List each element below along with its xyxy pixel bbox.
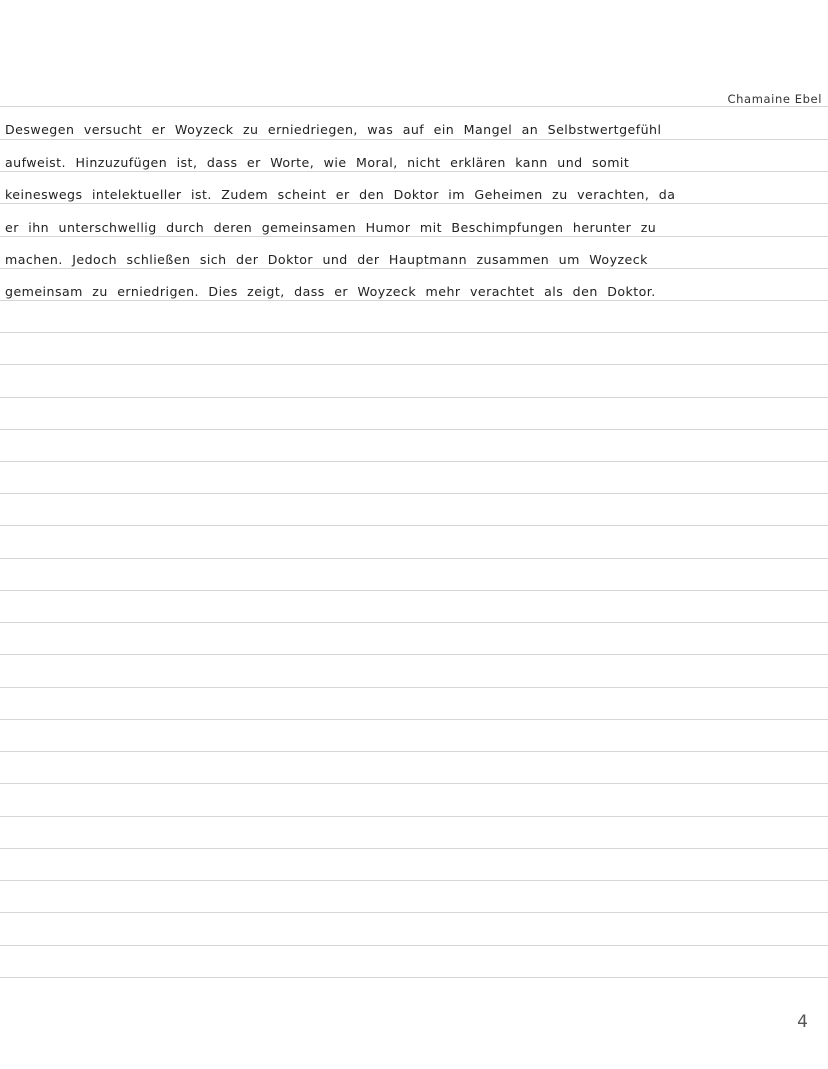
ruled-line [0, 912, 828, 913]
ruled-line [0, 300, 828, 301]
ruled-line [0, 139, 828, 140]
text-line: aufweist. Hinzuzufügen ist, dass er Worte, wie Moral, nicht erklären kann und somit [5, 155, 630, 170]
ruled-line [0, 622, 828, 623]
author-name: Chamaine Ebel [727, 92, 822, 106]
ruled-line [0, 880, 828, 881]
page-number: 4 [797, 1012, 808, 1032]
ruled-line [0, 332, 828, 333]
ruled-line [0, 171, 828, 172]
ruled-line [0, 816, 828, 817]
ruled-line [0, 687, 828, 688]
ruled-line [0, 945, 828, 946]
text-line: er ihn unterschwellig durch deren gemeinsamen Humor mit Beschimpfungen herunter zu [5, 220, 657, 235]
ruled-line [0, 848, 828, 849]
ruled-line [0, 590, 828, 591]
ruled-line [0, 429, 828, 430]
ruled-line [0, 203, 828, 204]
ruled-line [0, 525, 828, 526]
text-line: keineswegs intelektueller ist. Zudem scheint er den Doktor im Geheimen zu verachten, da [5, 187, 676, 202]
text-line: gemeinsam zu erniedrigen. Dies zeigt, dass er Woyzeck mehr verachtet als den Doktor. [5, 284, 656, 299]
text-line: Deswegen versucht er Woyzeck zu erniedriegen, was auf ein Mangel an Selbstwertgefühl [5, 122, 662, 137]
ruled-line [0, 364, 828, 365]
ruled-line [0, 397, 828, 398]
ruled-line [0, 783, 828, 784]
ruled-line [0, 654, 828, 655]
ruled-line [0, 977, 828, 978]
ruled-line [0, 461, 828, 462]
ruled-line [0, 236, 828, 237]
ruled-line [0, 751, 828, 752]
ruled-line [0, 106, 828, 107]
ruled-line [0, 493, 828, 494]
ruled-line [0, 268, 828, 269]
ruled-line [0, 558, 828, 559]
ruled-line [0, 719, 828, 720]
text-line: machen. Jedoch schließen sich der Doktor und der Hauptmann zusammen um Woyzeck [5, 252, 648, 267]
